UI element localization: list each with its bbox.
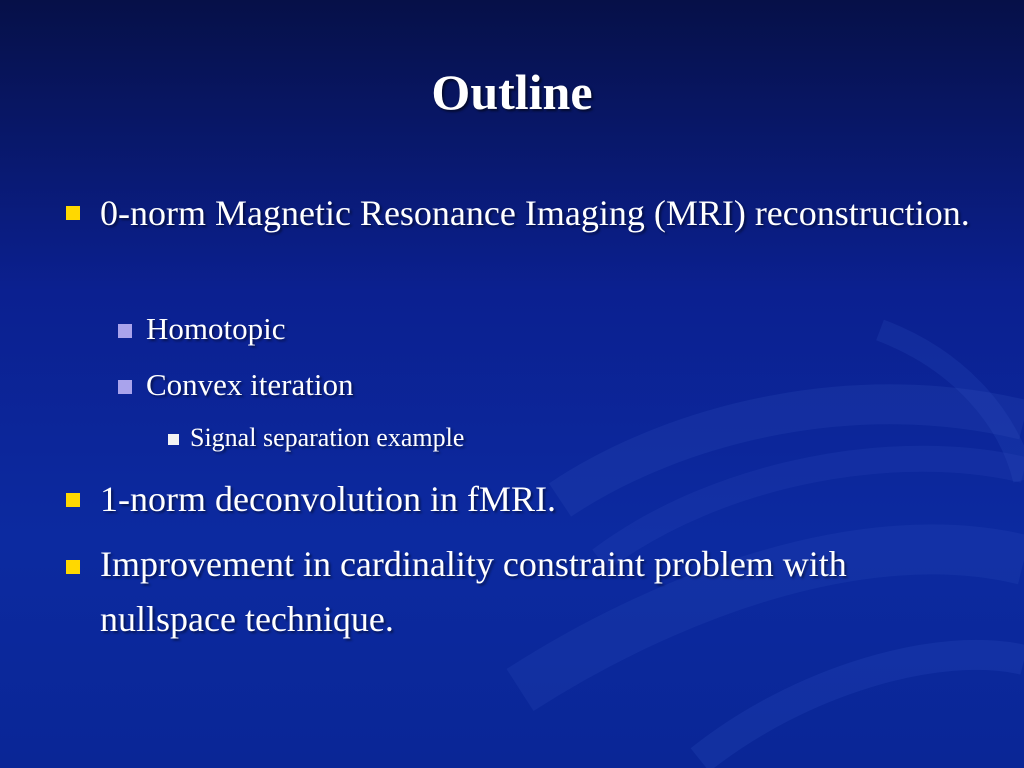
slide-title: Outline: [431, 64, 593, 120]
bullet-item: Homotopic: [146, 311, 286, 346]
bullet-square-icon: [168, 434, 179, 445]
bullet-square-icon: [118, 324, 132, 338]
bullet-item: Signal separation example: [190, 423, 465, 452]
bullet-square-icon: [66, 560, 80, 574]
bullet-square-icon: [66, 206, 80, 220]
bullet-item: 1-norm deconvolution in fMRI.: [100, 479, 556, 519]
bullet-square-icon: [66, 493, 80, 507]
bullet-item: Improvement in cardinality constraint problem with nullspace technique.: [100, 544, 847, 639]
bullet-item: 0-norm Magnetic Resonance Imaging (MRI) reconstruction.: [100, 193, 970, 233]
bullet-square-icon: [118, 380, 132, 394]
bullet-item: Convex iteration: [146, 367, 354, 402]
